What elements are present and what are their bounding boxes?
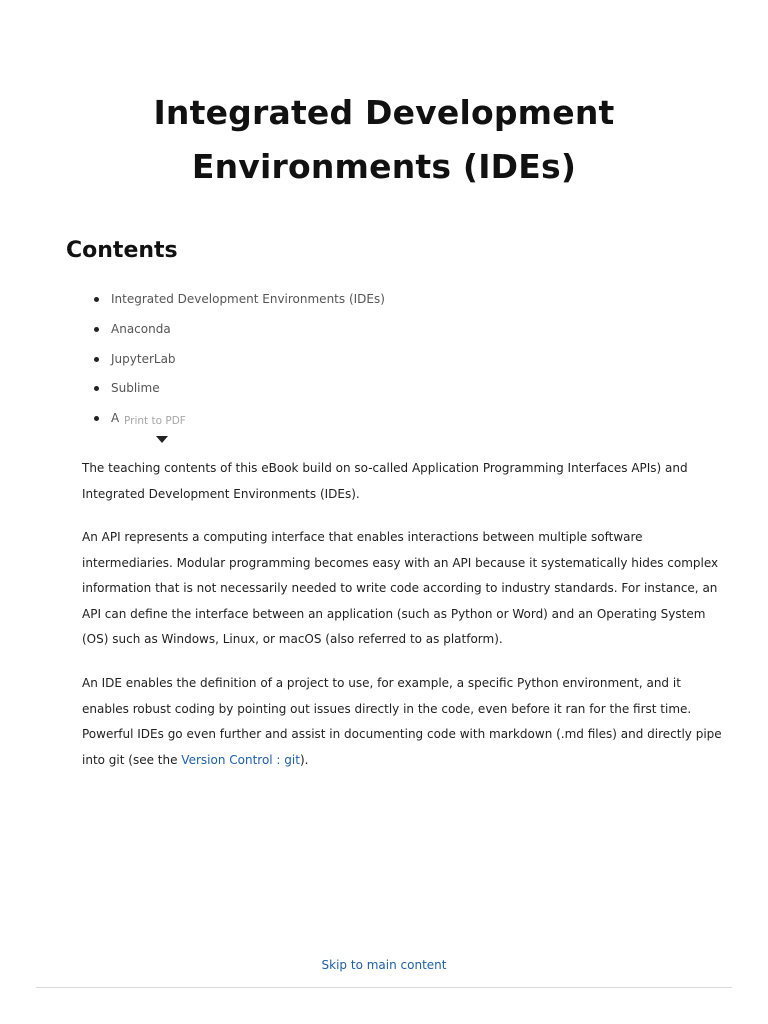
caret-down-icon[interactable] xyxy=(156,436,168,443)
ide-paragraph-tail: ). xyxy=(299,752,309,767)
toc-link-partial[interactable]: A xyxy=(111,411,120,425)
toc-link-jupyterlab[interactable]: JupyterLab xyxy=(111,351,176,366)
bullet-icon xyxy=(94,386,99,391)
print-to-pdf-tooltip: Print to PDF xyxy=(124,415,186,427)
bullet-icon xyxy=(94,357,99,362)
ide-paragraph-text: An IDE enables the definition of a project to use, for example, a specific Python environment, and it enables robust coding by pointing out issues directly in the code, even before it ran for the first time. Powerful IDEs go even further and assist in documenting code with markdown (.md files) and directly pipe into git (see the xyxy=(82,676,722,767)
version-control-git-link[interactable]: Version Control : git xyxy=(181,752,300,767)
intro-paragraph: The teaching contents of this eBook build on so-called Application Programming Interfaces APIs) and Integrated Development Environments (IDEs). xyxy=(82,461,688,501)
toc-link-ides[interactable]: Integrated Development Environments (IDEs) xyxy=(111,292,385,306)
toc-link-sublime[interactable]: Sublime xyxy=(111,381,160,396)
page-title-line1: Integrated Development xyxy=(153,93,615,132)
contents-heading: Contents xyxy=(66,238,178,263)
ide-paragraph xyxy=(82,671,722,773)
toc-item xyxy=(94,346,494,376)
toc-item xyxy=(94,286,494,316)
toc-item xyxy=(94,375,494,405)
bullet-icon xyxy=(94,416,99,421)
toc-link-anaconda[interactable]: Anaconda xyxy=(111,321,171,336)
api-paragraph: An API represents a computing interface that enables interactions between multiple software intermediaries. Modular programming becomes easy with an API because it systematically hides complex information that is not necessarily needed to write code according to industry standards. For instance, an API can define the interface between an application (such as Python or Word) and an Operating System (OS) such as Windows, Linux, or macOS (also referred to as platform). xyxy=(82,530,719,646)
bullet-icon xyxy=(94,297,99,302)
page-title xyxy=(0,86,768,194)
skip-to-main-content-link[interactable]: Skip to main content xyxy=(321,958,447,972)
footer-divider xyxy=(36,987,732,988)
page-title-line2: Environments (IDEs) xyxy=(191,147,577,186)
toc-item xyxy=(94,316,494,346)
bullet-icon xyxy=(94,327,99,332)
